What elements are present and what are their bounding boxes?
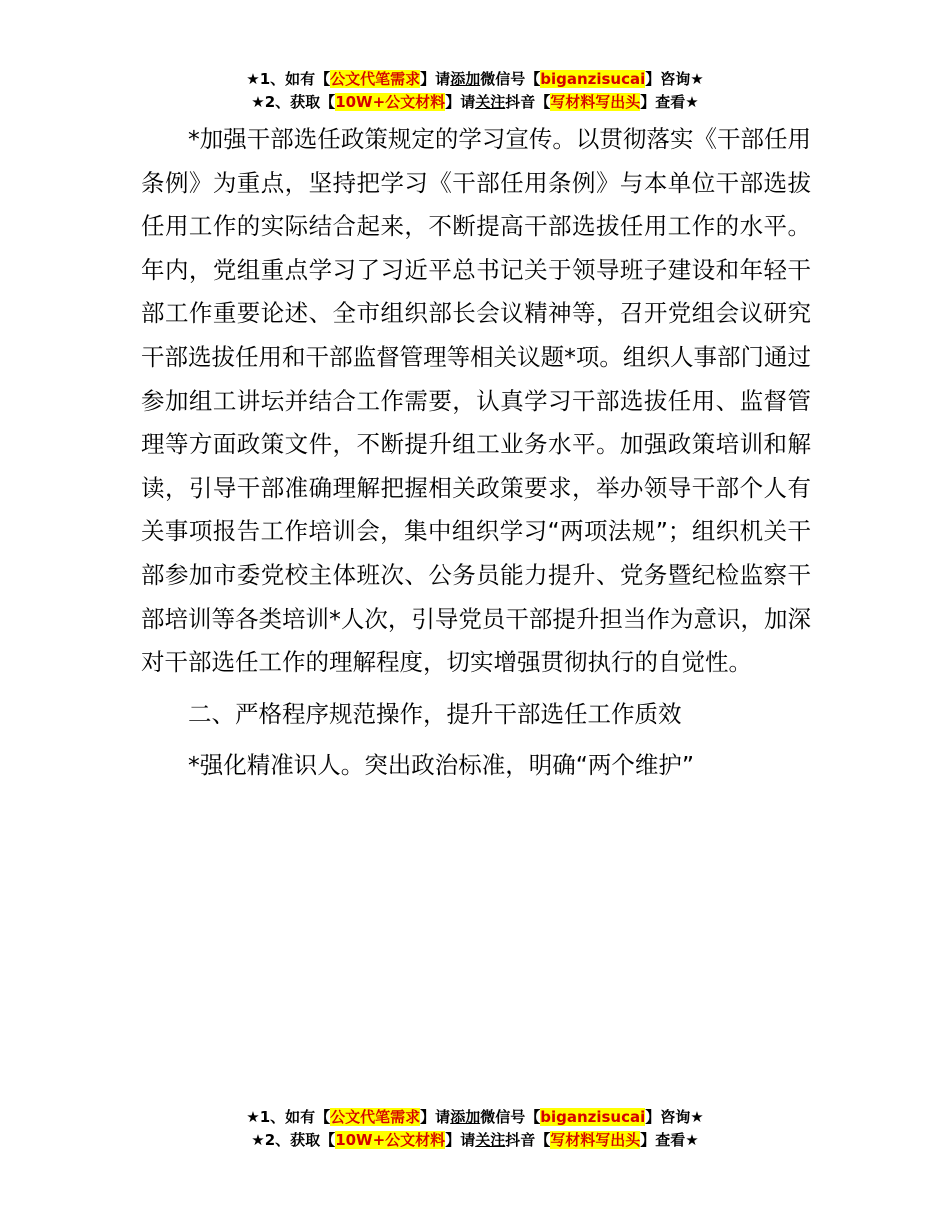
banner-line-1 <box>0 1106 950 1129</box>
banner-text: ★2、获取【 <box>251 93 336 111</box>
banner-text: 】请 <box>445 1131 476 1149</box>
banner-line-1 <box>0 68 950 91</box>
body-paragraph: *强化精准识人。突出政治标准，明确“两个维护” <box>188 751 695 780</box>
banner-text: 】请 <box>445 93 476 111</box>
banner-highlight: 写材料写出头 <box>550 1131 641 1149</box>
banner-underlined-text: 关注 <box>475 1131 506 1149</box>
banner-text: 】咨询★ <box>645 1108 704 1126</box>
banner-line-2 <box>0 1129 950 1152</box>
banner-text: 微信号【 <box>480 1108 541 1126</box>
banner-text: 抖音【 <box>505 1131 551 1149</box>
banner-text: 抖音【 <box>505 93 551 111</box>
banner-underlined-text: 关注 <box>475 93 506 111</box>
section-heading: 二、严格程序规范操作，提升干部选任工作质效 <box>188 699 682 728</box>
banner-highlight: 公文代笔需求 <box>330 70 421 88</box>
banner-line-2 <box>0 91 950 114</box>
banner-text: ★1、如有【 <box>246 1108 331 1126</box>
document-body <box>141 118 811 788</box>
banner-text: ★2、获取【 <box>251 1131 336 1149</box>
banner-text: 】咨询★ <box>645 70 704 88</box>
banner-highlight: 10W+公文材料 <box>335 1131 446 1149</box>
body-paragraph: *加强干部选任政策规定的学习宣传。以贯彻落实《干部任用条例》为重点，坚持把学习《干部任用条例》与本单位干部选拔任用工作的实际结合起来，不断提高干部选拔任用工作的水平。年内，党组重点学习了习近平总书记关于领导班子建设和年轻干部工作重要论述、全市组织部长会议精神等，召开党组会议研究干部选拔任用和干部监督管理等相关议题*项。组织人事部门通过参加组工讲坛并结合工作需要，认真学习干部选拔任用、监督管理等方面政策文件，不断提升组工业务水平。加强政策培训和解读，引导干部准确理解把握相关政策要求，举办领导干部个人有关事项报告工作培训会，集中组织学习“两项法规”；组织机关干部参加市委党校主体班次、公务员能力提升、党务暨纪检监察干部培训等各类培训*人次，引导党员干部提升担当作为意识，加深对干部选任工作的理解程度，切实增强贯彻执行的自觉性。 <box>141 125 811 677</box>
banner-text: 】查看★ <box>640 93 699 111</box>
banner-highlight: 写材料写出头 <box>550 93 641 111</box>
banner-text: 】请 <box>420 1108 451 1126</box>
banner-underlined-text: 添加 <box>450 1108 481 1126</box>
banner-highlight: 10W+公文材料 <box>335 93 446 111</box>
banner-highlight: biganzisucai <box>540 70 646 88</box>
banner-text: 微信号【 <box>480 70 541 88</box>
banner-highlight: biganzisucai <box>540 1108 646 1126</box>
banner-highlight: 公文代笔需求 <box>330 1108 421 1126</box>
footer-banner <box>0 1106 950 1152</box>
header-banner <box>0 68 950 114</box>
banner-text: ★1、如有【 <box>246 70 331 88</box>
banner-text: 】请 <box>420 70 451 88</box>
banner-underlined-text: 添加 <box>450 70 481 88</box>
banner-text: 】查看★ <box>640 1131 699 1149</box>
